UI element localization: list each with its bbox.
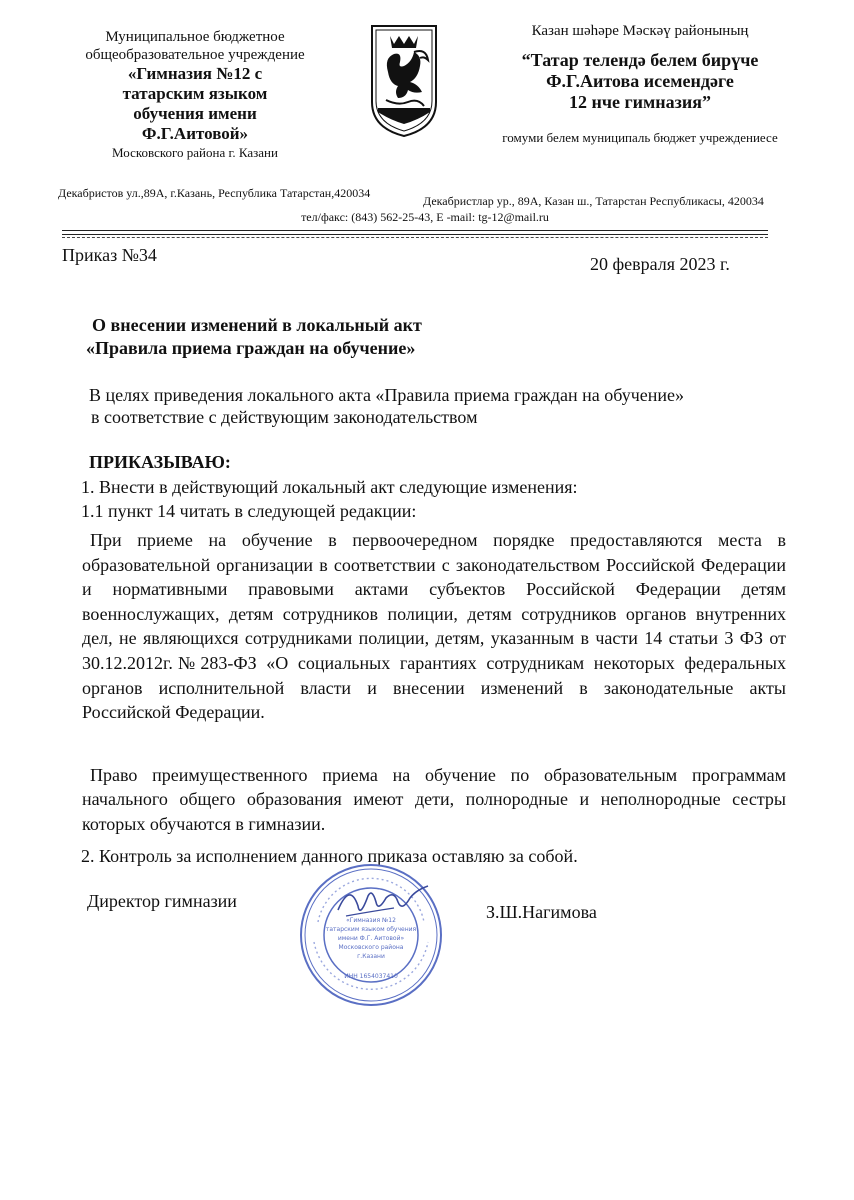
header-left-line1: Муниципальное бюджетное [105,29,285,45]
order-word: ПРИКАЗЫВАЮ: [89,452,231,472]
order-subject-line1: О внесении изменений в локальный акт [92,315,422,335]
header-divider-top [62,230,768,231]
order-date: 20 февраля 2023 г. [590,254,730,274]
stamp-text-2: татарским языком обучения [325,926,417,933]
signature-name: З.Ш.Нагимова [486,902,597,922]
school-name-ru-1: «Гимназия №12 с [127,64,263,83]
header-divider-bottom [62,234,768,235]
item-1-1: 1.1 пункт 14 читать в следующей редакции: [81,501,417,521]
header-left-line2: общеобразовательное учреждение [85,47,305,63]
stamp-text-4: Московского района [338,944,404,951]
address-ru: Декабристов ул.,89А, г.Казань, Республика Татарстан,420034 [58,186,371,200]
school-name-tt-1: “Татар телендә белем бирүче [521,50,759,70]
purpose-line2: в соответствие с действующим законодательством [91,407,478,427]
kazan-coat-of-arms-icon [368,22,440,140]
order-number: Приказ №34 [62,245,157,265]
order-subject-line2: «Правила приема граждан на обучение» [86,338,416,358]
paragraph-first-priority: При приеме на обучение в первоочередном порядке предоставляются места в образовательной организации в соответствии с законодательством Российской Федерации и нормативными правовыми актами субъектов Российской Федерации детям военнослужащих, детям сотрудников полиции, детям сотрудников органов внутренних дел, не являющихся сотрудниками полиции, детям, указанным в части 14 статьи 3 ФЗ от 30.12.2012г.№283-ФЗ «О социальных гарантиях сотрудникам некоторых федеральных органов исполнительной власти и внесении изменений в законодательные акты Российской Федерации. [82,530,786,723]
item-2: 2. Контроль за исполнением данного приказа оставляю за собой. [81,846,578,866]
contacts: тел/факс: (843) 562-25-43, E -mail: tg-12@mail.ru [301,210,549,224]
header-right-line1: Казан шәһәре Мәскәү районының [531,23,749,39]
school-name-ru-4: Ф.Г.Аитовой» [141,124,249,143]
official-stamp [298,862,444,1008]
address-tt: Декабристлар ур., 89А, Казан ш., Татарстан Республикасы, 420034 [423,194,764,208]
school-name-ru-2: татарским языком [122,84,268,103]
signature-position: Директор гимназии [87,891,237,911]
header-left-block [40,28,350,162]
stamp-inn: ИНН 1654037410 [344,973,398,980]
header-right-line2: гомуми белем муниципаль бюджет учреждениесе [502,130,778,145]
stamp-text-5: г.Казани [357,953,385,960]
header-divider-dashed [62,237,768,238]
header-left-district: Московского района г. Казани [112,145,278,160]
header-right-block [470,22,810,147]
item-1: 1. Внести в действующий локальный акт следующие изменения: [81,477,578,497]
purpose-line1: В целях приведения локального акта «Правила приема граждан на обучение» [89,385,685,405]
school-name-tt-2: Ф.Г.Аитова исемендәге [546,71,734,91]
stamp-text-3: имени Ф.Г. Аитовой» [337,935,405,942]
school-name-ru-3: обучения имени [133,104,257,123]
stamp-text-1: «Гимназия №12 [346,917,396,924]
paragraph-preferential-right: Право преимущественного приема на обучение по образовательным программам начального общего образования имеют дети, полнородные и неполнородные сестры которых обучаются в гимназии. [82,765,786,834]
school-name-tt-3: 12 нче гимназия” [568,92,712,112]
